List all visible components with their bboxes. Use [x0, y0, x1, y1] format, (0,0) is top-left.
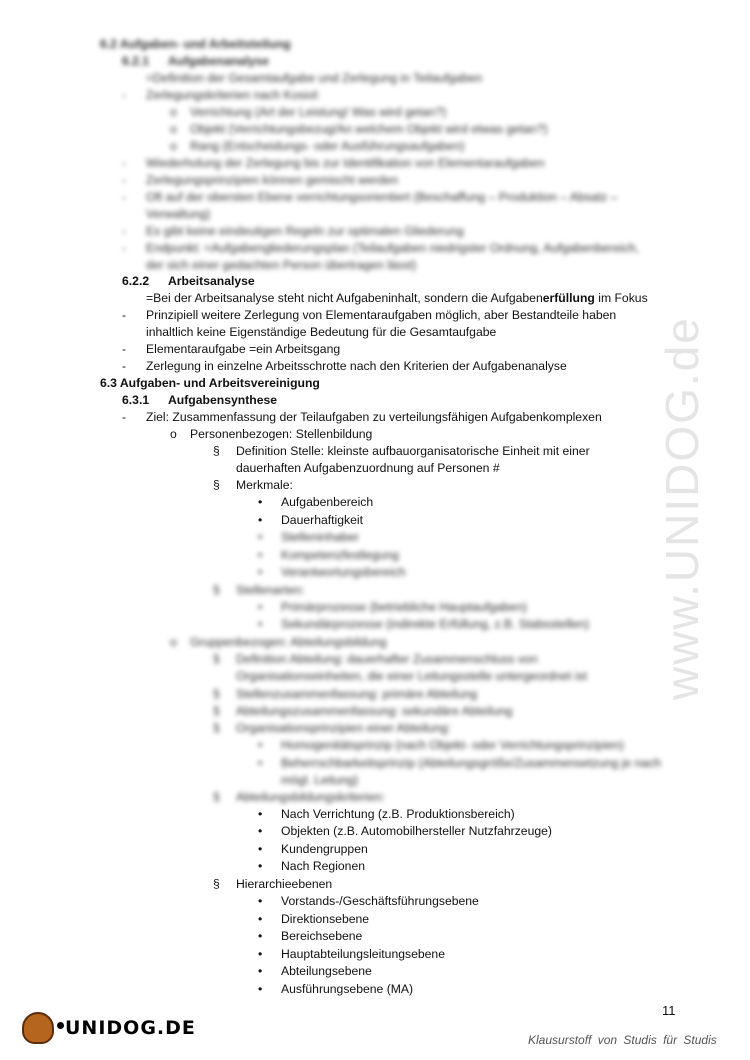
list-item: Definition Stelle: kleinste aufbauorganisatorische Einheit mit einer	[236, 444, 590, 458]
list-item: Ausführungsebene (MA)	[281, 982, 414, 996]
logo-text: UNIDOG.DE	[65, 1017, 196, 1039]
list-item-continued: Verwaltung)	[146, 207, 211, 221]
square-bullet: §	[213, 877, 220, 891]
square-bullet: §	[213, 478, 220, 492]
list-item: Stellenzusammenfassung: primäre Abteilung	[236, 687, 478, 701]
list-item: Ziel: Zusammenfassung der Teilaufgaben zu verteilungsfähigen Aufgabenkomplexen	[146, 410, 602, 424]
list-item: Elementaraufgabe =ein Arbeitsgang	[146, 342, 341, 356]
circle-bullet: o	[170, 427, 177, 441]
circle-bullet: o	[170, 635, 177, 649]
list-item: Direktionsebene	[281, 912, 370, 926]
list-item-continued: der sich einer gedachten Person übertragen lässt)	[146, 258, 417, 272]
paw-icon	[57, 1022, 64, 1029]
dot-bullet: •	[258, 548, 263, 562]
list-item: Es gibt keine eindeutigen Regeln zur optimalen Gliederung	[146, 224, 464, 238]
dash-bullet: -	[122, 308, 127, 322]
list-item: Zerlegungsprinzipien können gemischt werden	[146, 173, 399, 187]
dot-bullet: •	[258, 565, 263, 579]
definition-emphasis: erfüllung	[542, 291, 595, 305]
list-item: Stellenarten:	[236, 583, 305, 597]
square-bullet: §	[213, 444, 220, 458]
dot-bullet: •	[258, 807, 263, 821]
list-item: Nach Regionen	[281, 859, 366, 873]
heading-6-3: 6.3 Aufgaben- und Arbeitsvereinigung	[100, 376, 320, 390]
definition-text: =Definition der Gesamtaufgabe und Zerlegung in Teilaufgaben	[146, 71, 483, 85]
dash-bullet: -	[122, 241, 127, 255]
list-item: Objekten (z.B. Automobilhersteller Nutzfahrzeuge)	[281, 824, 552, 838]
list-item: Zerlegung in einzelne Arbeitsschrotte nach den Kriterien der Aufgabenanalyse	[146, 359, 567, 373]
definition-suffix: im Fokus	[594, 291, 648, 305]
unidog-logo[interactable]	[22, 1012, 196, 1044]
list-item: Abteilungsebene	[281, 964, 372, 978]
list-item: Sekundärprozesse (indirekte Erfüllung, z.B. Stabsstellen)	[281, 617, 590, 631]
list-item: Beherrschbarkeitsprinzip (Abteilungsgröße/Zusammensetzung je nach	[281, 756, 662, 770]
dot-bullet: •	[258, 947, 263, 961]
list-item: Merkmale:	[236, 478, 293, 492]
list-item: Primärprozesse (betriebliche Hauptaufgaben)	[281, 600, 527, 614]
number-6-2-2: 6.2.2	[122, 274, 150, 288]
square-bullet: §	[213, 687, 220, 701]
dot-bullet: •	[258, 842, 263, 856]
list-item-continued: dauerhaften Aufgabenzuordnung auf Personen #	[236, 461, 500, 475]
list-item: Vorstands-/Geschäftsführungsebene	[281, 894, 479, 908]
list-item: Kompetenzfestlegung	[281, 548, 399, 562]
circle-bullet: o	[170, 105, 177, 119]
arbeitsanalyse-definition	[146, 290, 648, 306]
dash-bullet: -	[122, 410, 127, 424]
list-item: Bereichsebene	[281, 929, 363, 943]
circle-bullet: o	[170, 122, 177, 136]
list-item: Stelleninhaber	[281, 530, 359, 544]
list-item: Verantwortungsbereich	[281, 565, 406, 579]
dot-bullet: •	[258, 756, 263, 770]
list-item: Hauptabteilungsleitungsebene	[281, 947, 445, 961]
dash-bullet: -	[122, 173, 127, 187]
square-bullet: §	[213, 583, 220, 597]
square-bullet: §	[213, 721, 220, 735]
dot-bullet: •	[258, 495, 263, 509]
list-item: Aufgabenbereich	[281, 495, 374, 509]
list-item: Kundengruppen	[281, 842, 368, 856]
watermark: www.UNIDOG.de	[656, 316, 708, 700]
number-6-3-1: 6.3.1	[122, 393, 150, 407]
list-item: Abteilungszusammenfassung: sekundäre Abteilung	[236, 704, 513, 718]
list-item: Objekt (Verrichtungsbezug/An welchem Objekt wird etwas getan?)	[190, 122, 548, 136]
dot-bullet: •	[258, 912, 263, 926]
square-bullet: §	[213, 790, 220, 804]
list-item: Definition Abteilung: dauerhafter Zusammenschluss von	[236, 652, 538, 666]
list-item: Verrichtung (Art der Leistung! Was wird getan?)	[190, 105, 447, 119]
square-bullet: §	[213, 652, 220, 666]
list-item: Rang (Entscheidungs- oder Ausführungsaufgaben)	[190, 139, 465, 153]
heading-6-2: 6.2 Aufgaben- und Arbeitsteilung	[100, 37, 291, 51]
page-number: 11	[662, 1003, 676, 1018]
list-item: Endpunkt: =Aufgabengliederungsplan (Teilaufgaben niedrigster Ordnung, Aufgabenbereich,	[146, 241, 639, 255]
list-item: Personenbezogen: Stellenbildung	[190, 427, 373, 441]
square-bullet: §	[213, 704, 220, 718]
title-6-3-1: Aufgabensynthese	[168, 393, 278, 407]
list-item-continued: mögl. Leitung)	[281, 773, 359, 787]
dot-bullet: •	[258, 513, 263, 527]
list-item: Hierarchieebenen	[236, 877, 333, 891]
dot-bullet: •	[258, 824, 263, 838]
list-item-continued: inhaltlich keine Eigenständige Bedeutung für die Gesamtaufgabe	[146, 325, 497, 339]
title-6-2-2: Arbeitsanalyse	[168, 274, 255, 288]
circle-bullet: o	[170, 139, 177, 153]
dot-bullet: •	[258, 738, 263, 752]
dash-bullet: -	[122, 359, 127, 373]
list-item: Nach Verrichtung (z.B. Produktionsbereich)	[281, 807, 515, 821]
dot-bullet: •	[258, 617, 263, 631]
dash-bullet: -	[122, 342, 127, 356]
list-item: Organisationsprinzipien einer Abteilung:	[236, 721, 451, 735]
list-item: Zerlegungskriterien nach Kosiol:	[146, 88, 321, 102]
list-item: Oft auf der obersten Ebene verrichtungsorientiert (Beschaffung – Produktion – Absatz –	[146, 190, 618, 204]
dash-bullet: -	[122, 156, 127, 170]
dot-bullet: •	[258, 964, 263, 978]
list-item: Abteilungsbildungskriterien:	[236, 790, 386, 804]
dash-bullet: -	[122, 190, 127, 204]
definition-prefix: =Bei der Arbeitsanalyse steht nicht Aufgabeninhalt, sondern die Aufgaben	[146, 291, 543, 305]
dot-bullet: •	[258, 894, 263, 908]
list-item: Dauerhaftigkeit	[281, 513, 363, 527]
list-item: Prinzipiell weitere Zerlegung von Elementaraufgaben möglich, aber Bestandteile haben	[146, 308, 617, 322]
dot-bullet: •	[258, 982, 263, 996]
dot-bullet: •	[258, 859, 263, 873]
dash-bullet: -	[122, 88, 127, 102]
number-6-2-1: 6.2.1	[122, 54, 150, 68]
footer-tagline: Klausurstoff von Studis für Studis	[528, 1033, 717, 1047]
list-item-continued: Organisationseinheiten, die einer Leitungsstelle untergeordnet ist	[236, 669, 587, 683]
list-item: Homogenitätsprinzip (nach Objekt- oder Verrichtungsprinzipien)	[281, 738, 624, 752]
dog-mascot-icon	[22, 1012, 54, 1044]
dot-bullet: •	[258, 530, 263, 544]
dash-bullet: -	[122, 224, 127, 238]
title-6-2-1: Aufgabenanalyse	[168, 54, 269, 68]
list-item: Wiederholung der Zerlegung bis zur Identifikation von Elementaraufgaben	[146, 156, 545, 170]
list-item: Gruppenbezogen: Abteilungsbildung	[190, 635, 387, 649]
dot-bullet: •	[258, 929, 263, 943]
dot-bullet: •	[258, 600, 263, 614]
